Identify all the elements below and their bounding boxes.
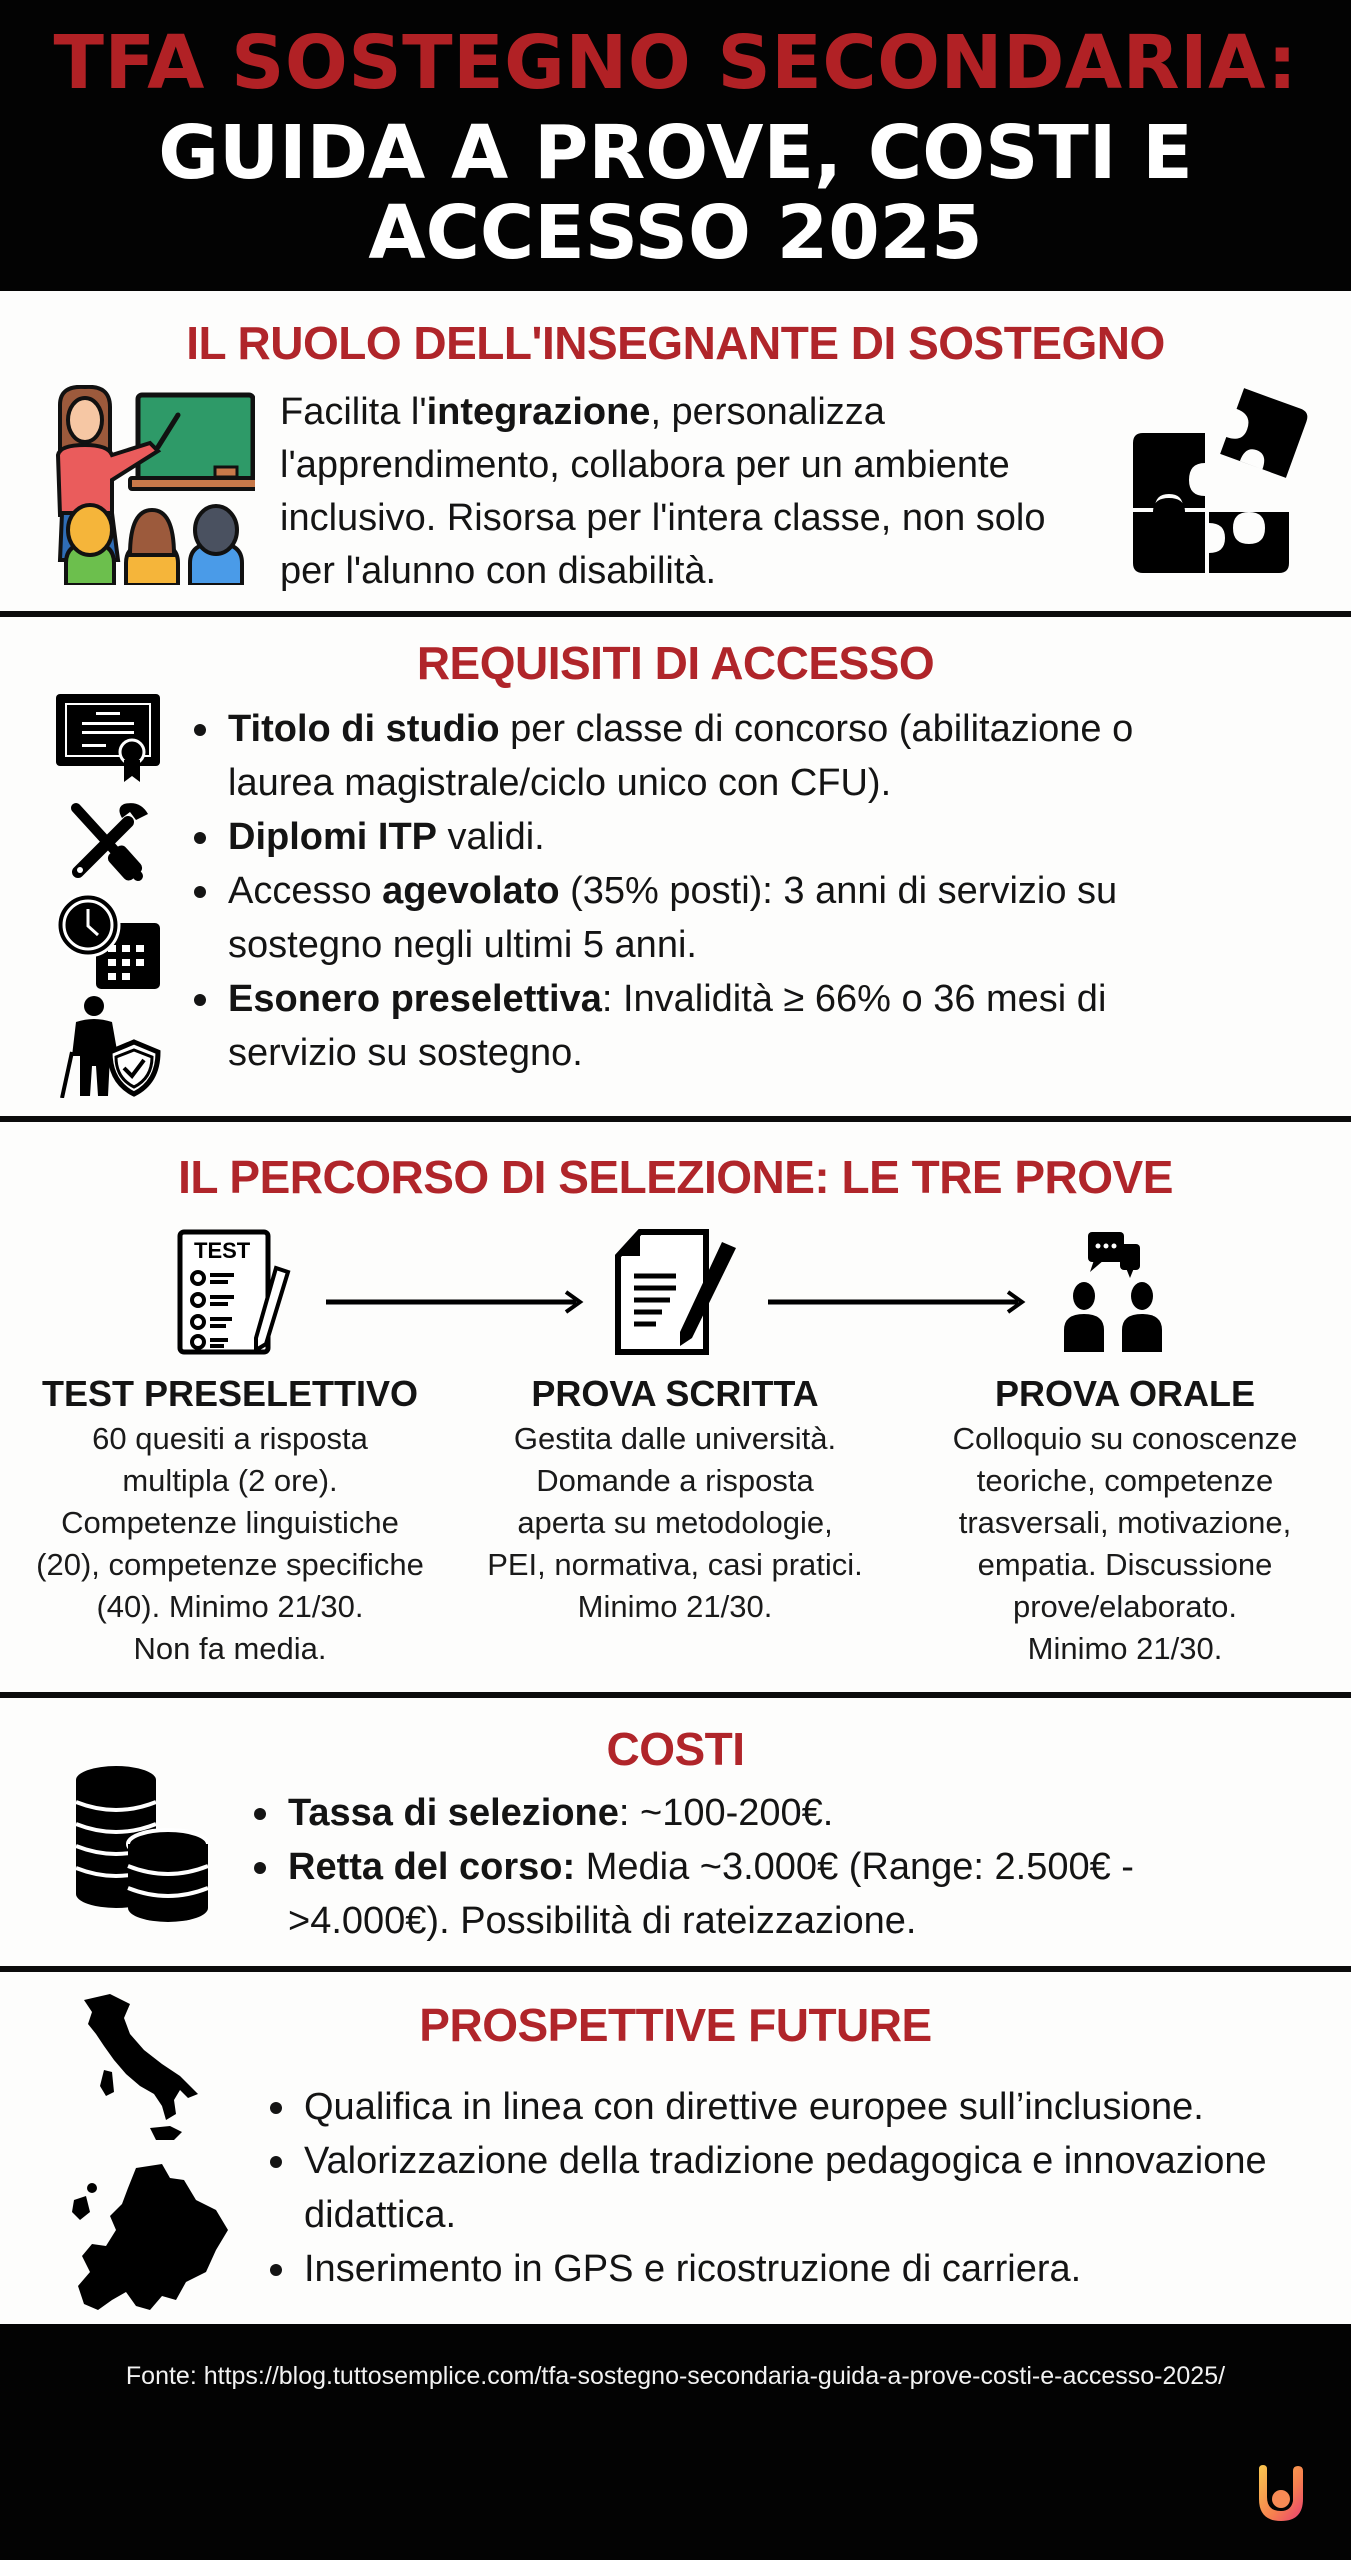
svg-text:TEST: TEST [194,1238,251,1263]
footer [0,2324,1351,2560]
requisiti-item: Diplomi ITP validi. [188,810,1238,864]
step-title-test-preselettivo: TEST PRESELETTIVO [41,1373,419,1414]
teacher-classroom-icon [50,385,255,585]
requisiti-item: Titolo di studio per classe di concorso (abilitazione o laurea magistrale/ciclo unico con CFU). [188,702,1238,810]
requisiti-item: Accesso agevolato (35% posti): 3 anni di servizio su sostegno negli ultimi 5 anni. [188,864,1238,972]
step-description: 60 quesiti a risposta multipla (2 ore). Competenze linguistiche (20), competenze specifiche (40). Minimo 21/30. Non fa media. [36,1421,424,1666]
requisiti-list [188,702,1238,1080]
title-line-3: ACCESSO 2025 [368,190,983,276]
title-line-2: GUIDA A PROVE, COSTI E [158,110,1193,196]
arrow-right-icon [768,1290,1028,1319]
europe-map-icon [66,2160,236,2325]
step-description: Gestita dalle università. Domande a risposta aperta su metodologie, PEI, normativa, casi pratici. Minimo 21/30. [487,1421,863,1624]
section-divider [0,611,1351,617]
step-title-prova-scritta: PROVA SCRITTA [531,1373,819,1414]
section-divider [0,1692,1351,1698]
source-link[interactable]: Fonte: https://blog.tuttosemplice.com/tfa-sostegno-secondaria-guida-a-prove-costi-e-accesso-2025/ [125,2362,1226,2390]
requisiti-item: Esonero preselettiva: Invalidità ≥ 66% o 36 mesi di servizio su sostegno. [188,972,1238,1080]
prospettive-item: Qualifica in linea con direttive europee sull’inclusione. [264,2080,1324,2134]
step-description: Colloquio su conoscenze teoriche, competenze trasversali, motivazione, empatia. Discussione prove/elaborato. Minimo 21/30. [952,1421,1298,1666]
prospettive-item: Valorizzazione della tradizione pedagogica e innovazione didattica. [264,2134,1324,2242]
conversation-people-icon [1060,1228,1170,1363]
italy-map-icon [70,1990,210,2155]
costi-list [248,1786,1248,1948]
ruolo-description [280,386,1110,598]
document-pen-icon [614,1228,740,1363]
tools-icon [66,800,150,889]
prospettive-item: Inserimento in GPS e ricostruzione di carriera. [264,2242,1324,2296]
section-divider [0,1966,1351,1972]
costi-item: Tassa di selezione: ~100-200€. [248,1786,1248,1840]
section-title-percorso: IL PERCORSO DI SELEZIONE: LE TRE PROVE [178,1151,1173,1203]
test-sheet-icon [176,1228,294,1363]
section-title-requisiti: REQUISITI DI ACCESSO [416,637,935,689]
section-title-prospettive: PROSPETTIVE FUTURE [419,1999,932,2051]
person-shield-icon [58,996,162,1103]
costi-item: Retta del corso: Media ~3.000€ (Range: 2.500€ - >4.000€). Possibilità di rateizzazione. [248,1840,1248,1948]
brand-logo-icon [1251,2463,1311,2528]
step-title-prova-orale: PROVA ORALE [994,1373,1255,1414]
ruolo-text-bold: integrazione [426,391,651,433]
section-title-ruolo: IL RUOLO DELL'INSEGNANTE DI SOSTEGNO [186,317,1165,369]
header [0,0,1351,291]
prospettive-list [264,2080,1324,2296]
diploma-certificate-icon [56,694,160,789]
section-title-costi: COSTI [606,1723,745,1775]
ruolo-text-post: , personalizza l'apprendimento, collabora per un ambiente inclusivo. Risorsa per l'intera classe, non solo per l'alunno con disabilità. [280,391,1046,592]
puzzle-icon [1125,388,1310,573]
clock-calendar-icon [56,893,162,994]
coin-stacks-icon [76,1766,210,1927]
section-divider [0,1116,1351,1122]
arrow-right-icon [326,1290,586,1319]
title-line-1: TFA SOSTEGNO SECONDARIA: [53,20,1298,106]
ruolo-text-pre: Facilita l' [280,391,427,433]
